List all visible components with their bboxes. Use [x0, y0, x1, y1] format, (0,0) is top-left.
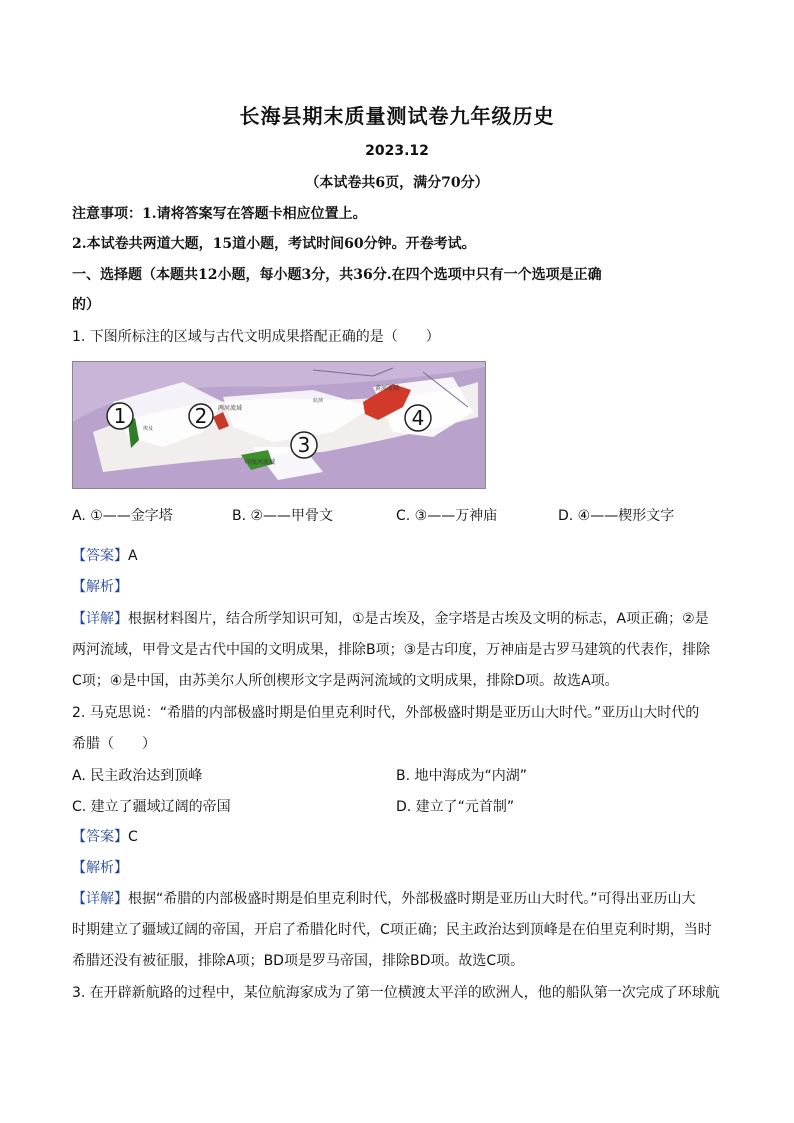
q2-option-c: C. 建立了疆域辽阔的帝国 — [72, 799, 231, 815]
q2-option-a: A. 民主政治达到顶峰 — [72, 768, 203, 784]
world-civilization-map — [73, 362, 485, 488]
q2-analysis-label: 【解析】 — [72, 860, 128, 876]
q1-detail-line-3: C项；④是中国，由苏美尔人所创楔形文字是两河流域的文明成果，排除D项。故选A项。 — [72, 673, 619, 689]
q2-detail-line-3: 希腊还没有被征服，排除A项；BD项是罗马帝国，排除BD项。故选C项。 — [72, 953, 525, 969]
q1-option-d: D. ④——楔形文字 — [558, 508, 675, 524]
q2-detail-line-2: 时期建立了疆域辽阔的帝国，开启了希腊化时代，C项正确；民主政治达到顶峰是在伯里克利时期，当时 — [72, 922, 712, 938]
q1-map-image — [72, 361, 486, 489]
svg-text:埃及: 埃及 — [143, 426, 154, 432]
q2-stem-line-2: 希腊（ ） — [72, 736, 156, 752]
svg-text:印度河流域: 印度河流域 — [245, 459, 276, 466]
exam-date: 2023.12 — [365, 143, 429, 159]
q1-option-c: C. ③——万神庙 — [396, 508, 498, 524]
svg-text:黄河流域: 黄河流域 — [375, 385, 400, 392]
svg-text:4: 4 — [411, 406, 425, 430]
q2-answer: C — [128, 829, 138, 845]
q1-option-a: A. ①——金字塔 — [72, 508, 173, 524]
q3-stem: 3. 在开辟新航路的过程中，某位航海家成为了第一位横渡太平洋的欧洲人，他的船队第一次完成了环球航 — [72, 985, 720, 1001]
page-title: 长海县期末质量测试卷九年级历史 — [239, 104, 555, 128]
q2-option-b: B. 地中海成为“内湖” — [396, 768, 528, 784]
section-heading-line-1: 一、选择题（本题共12小题，每小题3分，共36分.在四个选项中只有一个选项是正确 — [72, 267, 602, 283]
q1-answer: A — [128, 548, 138, 564]
q1-detail-line-2: 两河流域，甲骨文是古代中国的文明成果，排除B项；③是古印度，万神庙是古罗马建筑的代表作，排除 — [72, 642, 711, 658]
exam-subtitle: （本试卷共6页，满分70分） — [305, 175, 489, 191]
q1-option-b: B. ②——甲骨文 — [232, 508, 334, 524]
svg-text:3: 3 — [297, 433, 311, 457]
q2-detail-line-1: 【详解】根据“希腊的内部极盛时期是伯里克利时代，外部极盛时期是亚历山大时代。”可得出亚历山大 — [72, 891, 696, 907]
svg-text:航测: 航测 — [313, 398, 324, 404]
detail-label: 【详解】 — [72, 891, 128, 907]
q1-stem: 1. 下图所标注的区域与古代文明成果搭配正确的是（ ） — [72, 329, 440, 345]
q1-analysis-label: 【解析】 — [72, 579, 128, 595]
svg-text:两河流域: 两河流域 — [218, 405, 243, 412]
q1-detail-line-1: 【详解】根据材料图片，结合所学知识可知，①是古埃及，金字塔是古埃及文明的标志，A项正确；②是 — [72, 611, 709, 627]
q2-option-d: D. 建立了“元首制” — [396, 799, 515, 815]
q2-stem-line-1: 2. 马克思说：“希腊的内部极盛时期是伯里克利时代，外部极盛时期是亚历山大时代。”亚历山大时代的 — [72, 705, 700, 721]
q1-answer-row — [72, 546, 732, 566]
svg-text:1: 1 — [113, 404, 127, 428]
answer-label: 【答案】 — [72, 548, 128, 564]
section-heading-line-2: 的） — [72, 297, 100, 313]
svg-text:2: 2 — [194, 404, 208, 428]
q2-answer-row — [72, 827, 732, 847]
detail-label: 【详解】 — [72, 611, 128, 627]
notice-line-2: 2.本试卷共两道大题，15道小题，考试时间60分钟。开卷考试。 — [72, 236, 476, 252]
notice-line-1: 注意事项：1.请将答案写在答题卡相应位置上。 — [72, 206, 367, 222]
answer-label: 【答案】 — [72, 829, 128, 845]
